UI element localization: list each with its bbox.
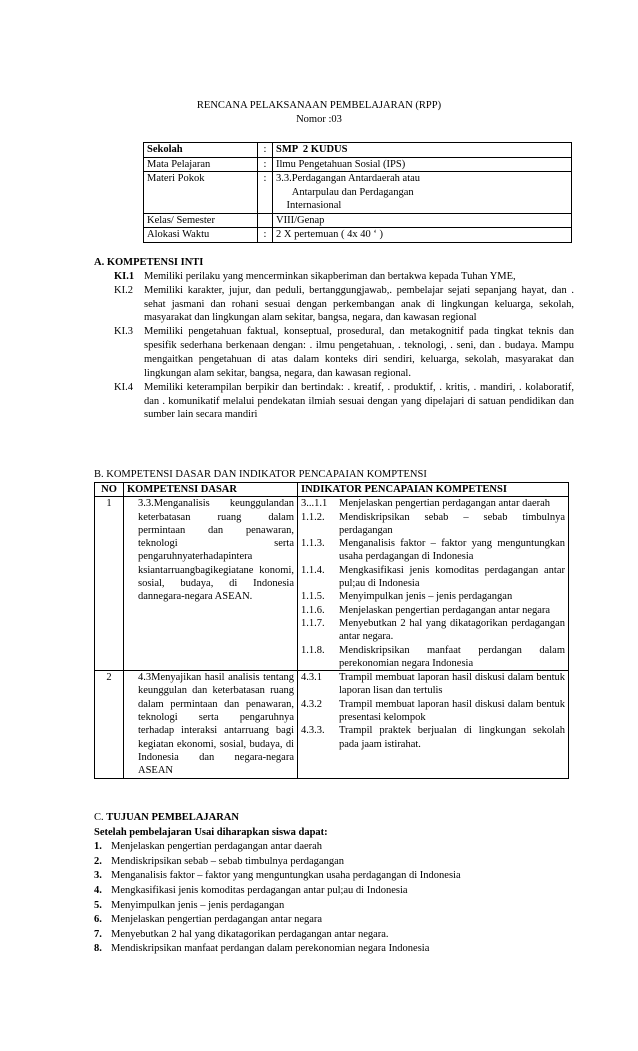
identity-sep: :	[258, 228, 273, 243]
identity-row	[144, 157, 572, 172]
identity-sep: :	[258, 143, 273, 158]
indicator-cell	[298, 497, 569, 671]
ki-text: Memiliki keterampilan berpikir dan bertindak: . kreatif, . produktif, . kritis, . mandiri, . kolaboratif, dan . komunikatif melalui pendekatan ilmiah sesuai dengan yang dipelajari di satuan pendidikan dan sumber lain secara mandiri	[144, 381, 574, 421]
header-indicator: INDIKATOR PENCAPAIAN KOMPETENSI	[298, 483, 569, 497]
header-kd: KOMPETENSI DASAR	[124, 483, 298, 497]
kd-row	[95, 671, 569, 778]
identity-value: Ilmu Pengetahuan Sosial (IPS)	[273, 157, 572, 172]
ki-item	[94, 270, 574, 284]
indicator-code: 1.1.2.	[301, 511, 325, 523]
indicator-code: 1.1.7.	[301, 617, 325, 629]
kd-table-header	[95, 483, 569, 497]
header-no: NO	[95, 483, 124, 497]
indicator-code: 3...1.1	[301, 498, 328, 510]
document-title: RENCANA PELAKSANAAN PEMBELAJARAN (RPP)	[196, 100, 442, 111]
indicator-code: 4.3.3.	[301, 725, 325, 737]
tujuan-item	[94, 869, 574, 884]
indicator-text: Trampil praktek berjualan di lingkungan sekolah pada jaam istirahat.	[339, 725, 565, 750]
tujuan-item	[94, 913, 574, 928]
tujuan-item	[94, 899, 574, 914]
indicator-code: 4.3.1	[301, 672, 322, 684]
indicator-text: Menyebutkan 2 hal yang dikatagorikan perdagangan antar negara.	[339, 617, 565, 643]
tujuan-item	[94, 942, 574, 957]
tujuan-item	[94, 855, 574, 870]
tujuan-num: 6.	[94, 914, 102, 926]
ki-item	[94, 381, 574, 423]
tujuan-num: 1.	[94, 841, 102, 853]
section-c-title-text: TUJUAN PEMBELAJARAN	[106, 812, 239, 823]
ki-text: Memiliki pengetahuan faktual, konseptual, prosedural, dan metakognitif pada tingkat teknis dan spesifik sederhana berkenaan dengan: . ilmu pengetahuan, . teknologi, . seni, dan . budaya. Mampu mengaitkan pengetahuan di atas dalam konteks diri sendiri, keluarga, sekolah, masyarakat dan lingkungan alam sekitar, bangsa, negara, dan kawasan regional.	[144, 326, 574, 379]
tujuan-item	[94, 884, 574, 899]
tujuan-text: Mengkasifikasi jenis komoditas perdagangan antar pul;au di Indonesia	[111, 884, 408, 896]
section-kompetensi-inti	[94, 256, 574, 422]
ki-item	[94, 284, 574, 326]
tujuan-text: Mendiskripsikan sebab – sebab timbulnya perdagangan	[111, 855, 344, 867]
indicator-item	[301, 617, 565, 644]
ki-text: Memiliki karakter, jujur, dan peduli, bertanggungjawab,. pembelajar sejati sepanjang hayat, dan . sehat jasmani dan rohani sesuai dengan perkembangan anak di lingkungan keluarga, sekolah, masyarakat dan lingkungan alam sekitar, bangsa, negara, dan kawasan regional	[144, 284, 574, 324]
indicator-item	[301, 537, 565, 564]
tujuan-text: Menjelaskan pengertian perdagangan antar daerah	[111, 841, 323, 853]
tujuan-num: 3.	[94, 870, 102, 882]
section-c-intro: Setelah pembelajaran Usai diharapkan siswa dapat:	[94, 826, 328, 838]
tujuan-item	[94, 928, 574, 943]
section-a-title: A. KOMPETENSI INTI	[94, 257, 204, 268]
kd-row	[95, 497, 569, 671]
kd-indicator-table	[94, 482, 569, 779]
kd-no: 1	[95, 497, 124, 671]
indicator-code: 1.1.3.	[301, 538, 325, 550]
indicator-item	[301, 564, 565, 591]
identity-sep: :	[258, 157, 273, 172]
identity-label: Sekolah	[144, 143, 258, 158]
indicator-text: Menyimpulkan jenis – jenis perdagangan	[339, 591, 513, 603]
section-tujuan	[94, 811, 574, 957]
indicator-text: Trampil membuat laporan hasil diskusi dalam bentuk presentasi kelompok	[339, 698, 565, 724]
identity-value: VIII/Genap	[273, 213, 572, 228]
tujuan-num: 8.	[94, 943, 102, 955]
indicator-code: 1.1.4.	[301, 564, 325, 576]
indicator-item	[301, 644, 565, 671]
tujuan-num: 7.	[94, 928, 102, 940]
indicator-text: Trampil membuat laporan hasil diskusi dalam bentuk laporan lisan dan tertulis	[339, 672, 565, 697]
indicator-code: 4.3.2	[301, 698, 322, 710]
identity-row	[144, 172, 572, 214]
identity-label: Kelas/ Semester	[144, 213, 258, 228]
section-c-title	[94, 811, 574, 826]
indicator-cell	[298, 671, 569, 778]
ki-code: KI.3	[114, 326, 133, 338]
kd-no: 2	[95, 671, 124, 778]
ki-code: KI.2	[114, 284, 133, 296]
indicator-text: Menganalisis faktor – faktor yang menguntungkan usaha perdagangan di Indonesia	[339, 538, 565, 563]
indicator-code: 1.1.5.	[301, 591, 325, 603]
indicator-code: 1.1.8.	[301, 644, 325, 656]
section-c-prefix: C.	[94, 812, 107, 823]
indicator-item	[301, 590, 565, 603]
identity-sep	[258, 213, 273, 228]
identity-row	[144, 213, 572, 228]
kd-text: 3.3.Menganalisis keunggulandan keterbatasan ruang dalam permintaan dan penawaran, teknologi serta pengaruhnyaterhadapintera ksiantarruangbagikegiatane konomi, sosial, budaya, di Indonesia dannegara-negara ASEAN.	[124, 497, 298, 671]
tujuan-text: Menjelaskan pengertian perdagangan antar negara	[111, 914, 323, 926]
indicator-text: Menjelaskan pengertian perdagangan antar daerah	[339, 498, 551, 510]
identity-sep: :	[258, 172, 273, 214]
identity-row	[144, 228, 572, 243]
document-header	[0, 99, 638, 127]
document-number: Nomor :03	[296, 113, 342, 125]
ki-text: Memiliki perilaku yang mencerminkan sikapberiman dan bertakwa kepada Tuhan YME,	[144, 270, 516, 282]
tujuan-num: 2.	[94, 855, 102, 867]
indicator-item	[301, 698, 565, 725]
identity-value: SMP 2 KUDUS	[273, 143, 572, 158]
identity-label: Materi Pokok	[144, 172, 258, 214]
indicator-text: Menjelaskan pengertian perdagangan antar negara	[339, 604, 551, 616]
section-b-title	[94, 468, 574, 482]
indicator-item	[301, 604, 565, 617]
ki-list	[94, 270, 574, 422]
ki-code: KI.1	[114, 270, 135, 282]
indicator-item	[301, 511, 565, 538]
ki-code: KI.4	[114, 381, 133, 393]
identity-label: Mata Pelajaran	[144, 157, 258, 172]
section-b-title-text: B. KOMPETENSI DASAR DAN INDIKATOR PENCAPAIAN KOMPTENSI	[94, 469, 427, 480]
kd-text: 4.3Menyajikan hasil analisis tentang keunggulan dan keterbatasan ruang dalam permintaan dan penawaran, teknologi serta pengaruhnya terhadap interaksi antarruang bagi kegiatan ekonomi, sosial, budaya, di Indonesia dan negara-negara ASEAN	[124, 671, 298, 778]
indicator-code: 1.1.6.	[301, 604, 325, 616]
identity-row	[144, 143, 572, 158]
indicator-text: Mendiskripsikan sebab – sebab timbulnya perdagangan	[339, 511, 565, 536]
tujuan-num: 5.	[94, 899, 102, 911]
tujuan-item	[94, 840, 574, 855]
identity-value: 2 X pertemuan ( 4x 40 ‘ )	[273, 228, 572, 243]
identity-table	[143, 142, 572, 243]
tujuan-text: Menyebutkan 2 hal yang dikatagorikan perdagangan antar negara.	[111, 928, 389, 940]
ki-item	[94, 325, 574, 380]
tp-list	[94, 840, 574, 957]
indicator-text: Mendiskripsikan manfaat perdangan dalam perekonomian negara Indonesia	[339, 644, 565, 669]
tujuan-text: Menyimpulkan jenis – jenis perdagangan	[111, 899, 285, 911]
tujuan-num: 4.	[94, 884, 102, 896]
identity-label: Alokasi Waktu	[144, 228, 258, 243]
tujuan-text: Menganalisis faktor – faktor yang menguntungkan usaha perdagangan di Indonesia	[111, 870, 461, 882]
indicator-item	[301, 671, 565, 698]
indicator-item	[301, 724, 565, 751]
indicator-item	[301, 497, 565, 510]
identity-value: 3.3.Perdagangan Antardaerah atau Antarpulau dan Perdagangan Internasional	[273, 172, 572, 214]
tujuan-text: Mendiskripsikan manfaat perdangan dalam perekonomian negara Indonesia	[111, 943, 430, 955]
indicator-text: Mengkasifikasi jenis komoditas perdagangan antar pul;au di Indonesia	[339, 564, 565, 590]
